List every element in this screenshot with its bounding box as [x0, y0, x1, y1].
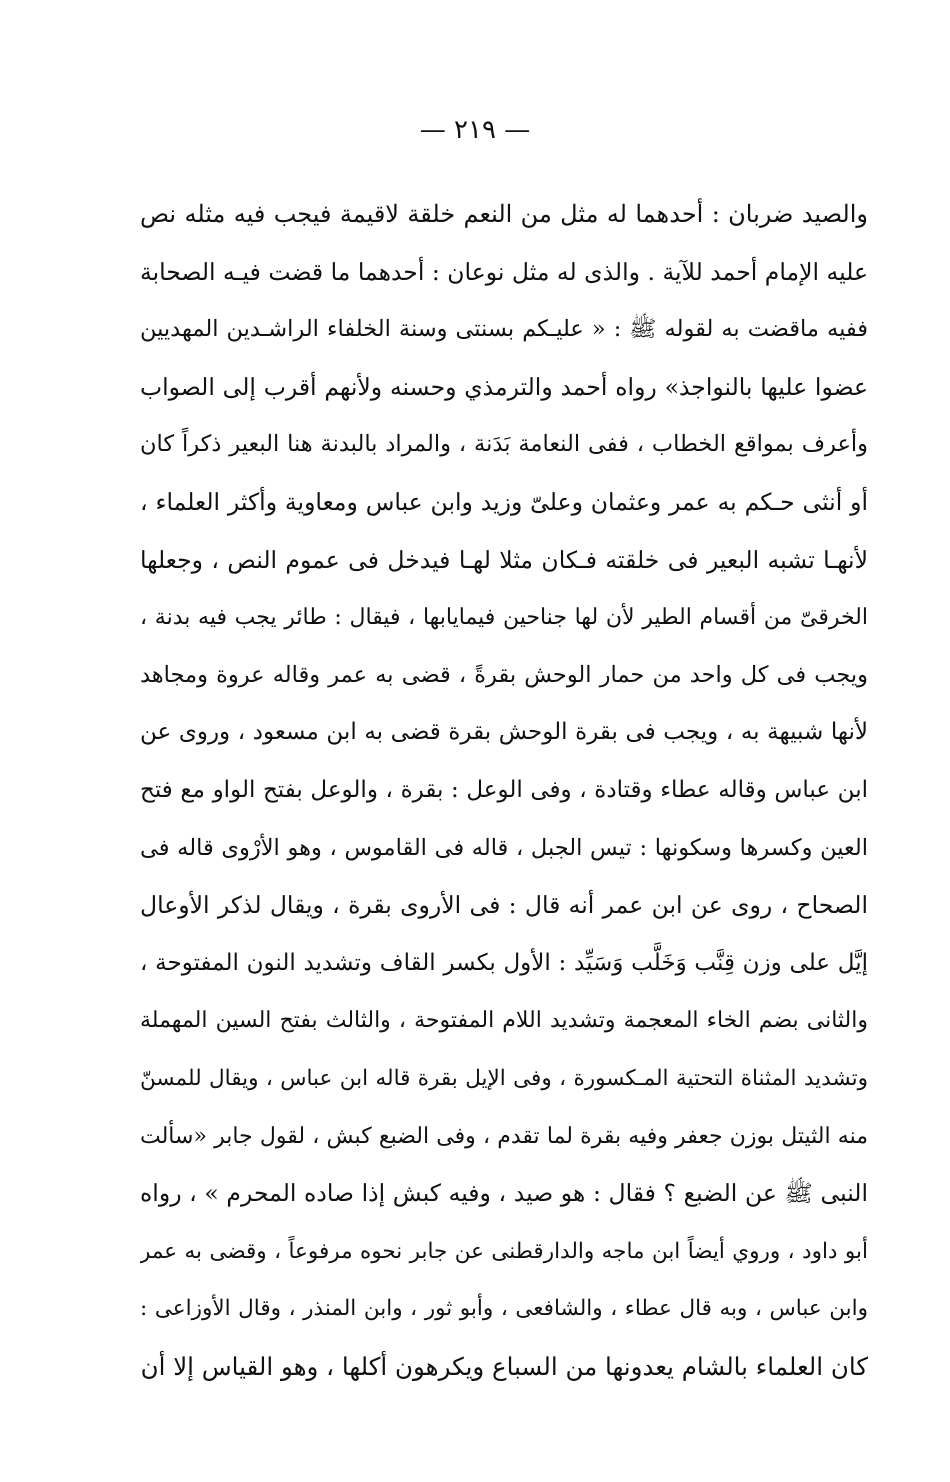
text-line: أو أنثى حـكم به عمر وعثمان وعلىّ وزيد وابن عباس ومعاوية وأكثر العلماء ، — [140, 487, 868, 516]
text-line: أبو داود ، وروي أيضاً ابن ماجه والدارقطنى عن جابر نحوه مرفوعاً ، وقضى به عمر — [140, 1238, 868, 1264]
text-line: ابن عباس وقاله عطاء وقتادة ، وفى الوعل : بقرة ، والوعل بفتح الواو مع فتح — [140, 776, 868, 803]
text-line: لأنها شبيهة به ، ويجب فى بقرة الوحش بقرة قضى به ابن مسعود ، وروى عن — [140, 719, 868, 746]
page-number: — ٢١٩ — — [419, 115, 531, 145]
text-line: وابن عباس ، وبه قال عطاء ، والشافعى ، وأبو ثور ، وابن المنذر ، وقال الأوزاعى : — [140, 1296, 868, 1322]
text-line: والثانى بضم الخاء المعجمة وتشديد اللام المفتوحة ، والثالث بفتح السين المهملة — [140, 1008, 868, 1034]
text-line: عليه الإمام أحمد للآية . والذى له مثل نوعان : أحدهما ما قضت فيـه الصحابة — [140, 257, 868, 286]
text-line: منه الثيتل بوزن جعفر وفيه بقرة لما تقدم ، وفى الضبع كبش ، لقول جابر «سألت — [140, 1123, 868, 1149]
text-line: إيَّل على وزن قِنَّب وَخَلَّب وَسَيِّد : الأول بكسر القاف وتشديد النون المفتوحة ، — [140, 949, 868, 976]
text-line: العين وكسرها وسكونها : تيس الجبل ، قاله فى القاموس ، وهو الأرْوى قاله فى — [140, 834, 868, 861]
text-line: ففيه ماقضت به لقوله ﷺ : « عليـكم بسنتى وسنة الخلفاء الراشـدين المهديين — [140, 316, 868, 343]
text-line: الخرقىّ من أقسام الطير لأن لها جناحين فيمايابها ، فيقال : طائر يجب فيه بدنة ، — [140, 605, 868, 631]
text-line: وأعرف بمواقع الخطاب ، ففى النعامة بَدَنة ، والمراد بالبدنة هنا البعير ذكراً كان — [140, 431, 868, 458]
text-line: والصيد ضربان : أحدهما له مثل من النعم خلقة لاقيمة فيجب فيه مثله نص — [140, 200, 868, 228]
text-body — [140, 186, 868, 1395]
text-line: لأنهـا تشبه البعير فى خلقته فـكان مثلا لهـا فيدخل فى عموم النص ، وجعلها — [140, 545, 868, 574]
text-line: كان العلماء بالشام يعدونها من السباع ويكرهون أكلها ، وهو القياس إلا أن — [140, 1351, 868, 1381]
text-line: النبى ﷺ عن الضبع ؟ فقال : هو صيد ، وفيه كبش إذا صاده المحرم » ، رواه — [140, 1179, 868, 1208]
text-line: ويجب فى كل واحد من حمار الوحش بقرةً ، قضى به عمر وقاله عروة ومجاهد — [140, 661, 868, 688]
text-line: عضوا عليها بالنواجذ» رواه أحمد والترمذي وحسنه ولأنهم أقرب إلى الصواب — [140, 372, 868, 401]
text-line: الصحاح ، روى عن ابن عمر أنه قال : فى الأروى بقرة ، ويقال لذكر الأوعال — [140, 891, 868, 920]
text-line: وتشديد المثناة التحتية المـكسورة ، وفى الإيل بقرة قاله ابن عباس ، ويقال للمسنّ — [140, 1065, 868, 1091]
